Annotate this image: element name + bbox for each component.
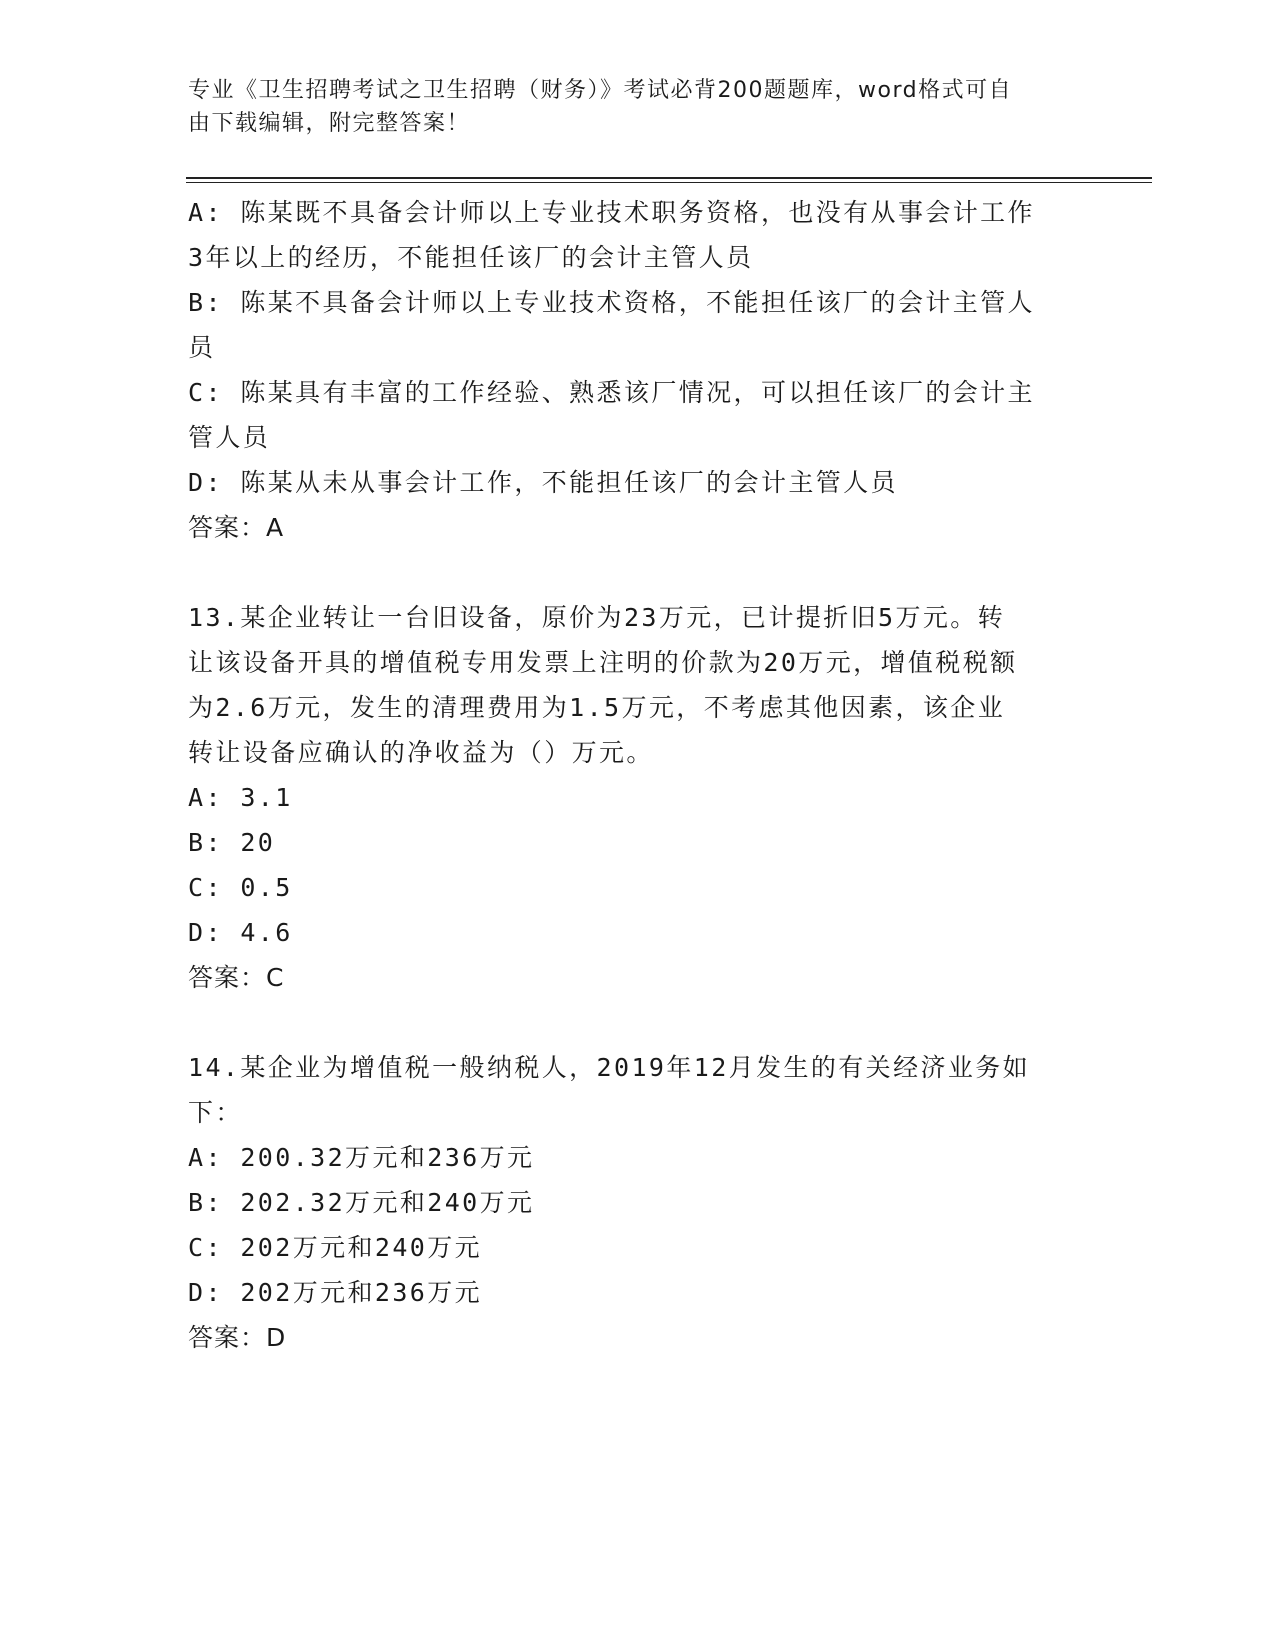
q13-option-a: A: 3.1 bbox=[188, 783, 293, 812]
q13-option-c: C: 0.5 bbox=[188, 873, 293, 902]
q12-option-c-line-1: C: 陈某具有丰富的工作经验、熟悉该厂情况，可以担任该厂的会计主 bbox=[188, 378, 1035, 407]
header-divider-thin bbox=[186, 182, 1152, 183]
q13-answer: 答案：C bbox=[188, 963, 285, 992]
q14-stem-line-2: 下： bbox=[188, 1098, 243, 1127]
q12-option-b-line-1: B: 陈某不具备会计师以上专业技术资格，不能担任该厂的会计主管人 bbox=[188, 288, 1035, 317]
question-spacer bbox=[188, 1000, 1078, 1045]
q14-stem-line-1: 14.某企业为增值税一般纳税人，2019年12月发生的有关经济业务如 bbox=[188, 1053, 1031, 1082]
question-13 bbox=[188, 595, 1078, 1000]
question-14 bbox=[188, 1045, 1078, 1360]
q14-option-c: C: 202万元和240万元 bbox=[188, 1233, 483, 1262]
q13-stem-line-2: 让该设备开具的增值税专用发票上注明的价款为20万元，增值税税额 bbox=[188, 648, 1018, 677]
q13-stem-line-4: 转让设备应确认的净收益为（）万元。 bbox=[188, 738, 654, 767]
q12-answer: 答案：A bbox=[188, 513, 285, 542]
question-spacer bbox=[188, 550, 1078, 595]
q14-option-b: B: 202.32万元和240万元 bbox=[188, 1188, 535, 1217]
page-header bbox=[188, 74, 1068, 140]
question-list bbox=[188, 190, 1078, 1360]
q13-stem-line-1: 13.某企业转让一台旧设备，原价为23万元，已计提折旧5万元。转 bbox=[188, 603, 1006, 632]
q12-option-c-line-2: 管人员 bbox=[188, 423, 271, 452]
header-line-1: 专业《卫生招聘考试之卫生招聘（财务）》考试必背200题题库，word格式可自 bbox=[188, 78, 1013, 103]
q14-answer: 答案：D bbox=[188, 1323, 287, 1352]
q13-option-b: B: 20 bbox=[188, 828, 276, 857]
q14-option-a: A: 200.32万元和236万元 bbox=[188, 1143, 535, 1172]
header-divider-thick bbox=[186, 177, 1152, 179]
q12-option-b-line-2: 员 bbox=[188, 333, 216, 362]
q14-option-d: D: 202万元和236万元 bbox=[188, 1278, 483, 1307]
question-12 bbox=[188, 190, 1078, 550]
header-line-2: 由下载编辑，附完整答案！ bbox=[188, 111, 471, 136]
q12-option-a-line-1: A: 陈某既不具备会计师以上专业技术职务资格，也没有从事会计工作 bbox=[188, 198, 1035, 227]
q12-option-a-line-2: 3年以上的经历，不能担任该厂的会计主管人员 bbox=[188, 243, 754, 272]
q13-stem-line-3: 为2.6万元，发生的清理费用为1.5万元，不考虑其他因素，该企业 bbox=[188, 693, 1006, 722]
q12-option-d: D: 陈某从未从事会计工作，不能担任该厂的会计主管人员 bbox=[188, 468, 898, 497]
q13-option-d: D: 4.6 bbox=[188, 918, 293, 947]
